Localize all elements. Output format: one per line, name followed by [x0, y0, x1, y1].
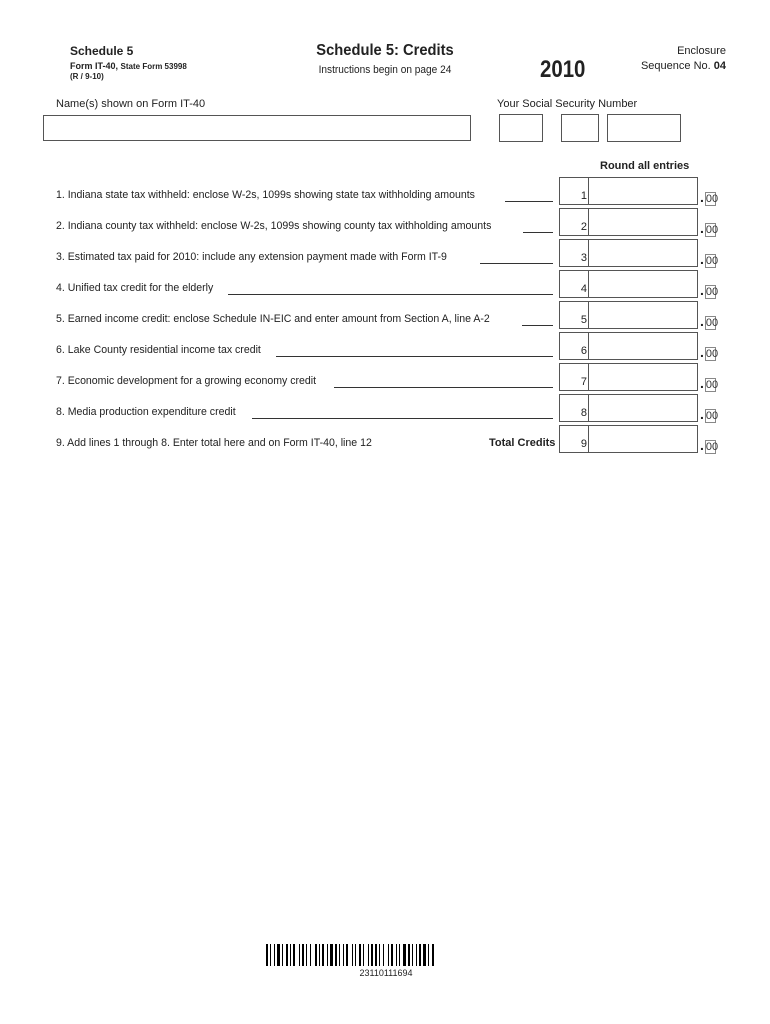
line-number-box — [559, 208, 589, 236]
cents-digit: 00 — [705, 348, 719, 360]
leader-line — [522, 325, 553, 326]
line-number-box — [559, 301, 589, 329]
barcode-number: 23110111694 — [359, 968, 413, 978]
sequence-number: 04 — [713, 60, 726, 72]
line-number: 7 — [580, 376, 587, 388]
line-description: 4. Unified tax credit for the elderly — [56, 282, 214, 294]
credit-line-6 — [0, 332, 770, 360]
cents-digit: 00 — [705, 441, 719, 453]
amount-field-line-7[interactable] — [588, 363, 698, 391]
ssn-field-part-1[interactable] — [499, 114, 543, 142]
cents-field: . 00 — [700, 220, 719, 236]
enclosure-label: Enclosure — [677, 45, 726, 57]
line-number: 6 — [580, 345, 587, 357]
line-number-box — [559, 239, 589, 267]
leader-line — [228, 294, 553, 295]
credit-line-1 — [0, 177, 770, 205]
enclosure-sequence — [620, 44, 726, 74]
line-number: 1 — [580, 190, 587, 202]
cents-digit: 00 — [705, 317, 719, 329]
leader-line — [523, 232, 553, 233]
line-description: 1. Indiana state tax withheld: enclose W-2s, 1099s showing state tax withholding amounts — [56, 189, 475, 201]
amount-field-line-8[interactable] — [588, 394, 698, 422]
line-number: 8 — [580, 407, 587, 419]
line-description: 7. Economic development for a growing economy credit — [56, 375, 317, 387]
amount-field-line-3[interactable] — [588, 239, 698, 267]
line-description: 9. Add lines 1 through 8. Enter total here and on Form IT-40, line 12 — [56, 437, 372, 449]
cents-digit: 00 — [705, 224, 719, 236]
credit-line-9-total — [0, 425, 770, 453]
cents-field: . 00 — [700, 375, 719, 391]
leader-line — [480, 263, 553, 264]
title-block — [250, 42, 520, 76]
line-number: 5 — [580, 314, 587, 326]
cents-digit: 00 — [705, 379, 719, 391]
line-description: 2. Indiana county tax withheld: enclose W-2s, 1099s showing county tax withholding amounts — [56, 220, 492, 232]
line-description: 6. Lake County residential income tax credit — [56, 344, 261, 356]
line-number-box — [559, 177, 589, 205]
sequence-label: Sequence No. — [640, 60, 711, 72]
schedule-header — [70, 44, 187, 81]
cents-digit: 00 — [705, 286, 719, 298]
line-number-box — [559, 363, 589, 391]
ssn-field-part-3[interactable] — [607, 114, 681, 142]
leader-line — [276, 356, 553, 357]
revision-date: (R / 9-10) — [70, 72, 104, 81]
cents-field: . 00 — [700, 251, 719, 267]
credit-line-4 — [0, 270, 770, 298]
cents-field: . 00 — [700, 282, 719, 298]
line-number: 9 — [580, 438, 587, 450]
form-identifier — [70, 61, 187, 71]
amount-field-total-credits[interactable] — [588, 425, 698, 453]
credit-line-8 — [0, 394, 770, 422]
leader-line — [252, 418, 553, 419]
line-number: 2 — [580, 221, 587, 233]
instructions-note: Instructions begin on page 24 — [318, 64, 452, 76]
amount-field-line-6[interactable] — [588, 332, 698, 360]
line-description: 8. Media production expenditure credit — [56, 406, 236, 418]
credit-line-3 — [0, 239, 770, 267]
form-number: Form IT-40, — [70, 61, 119, 71]
amount-field-line-2[interactable] — [588, 208, 698, 236]
cents-field: . 00 — [700, 313, 719, 329]
ssn-label: Your Social Security Number — [497, 98, 638, 110]
credit-line-2 — [0, 208, 770, 236]
line-number-box — [559, 394, 589, 422]
schedule-label: Schedule 5 — [70, 44, 134, 58]
names-label: Name(s) shown on Form IT-40 — [56, 98, 206, 110]
page-title: Schedule 5: Credits — [316, 42, 454, 59]
credit-line-5 — [0, 301, 770, 329]
cents-field: . 00 — [700, 437, 719, 453]
amount-field-line-5[interactable] — [588, 301, 698, 329]
line-number-box — [559, 425, 589, 453]
line-description: 3. Estimated tax paid for 2010: include any extension payment made with Form IT-9 — [56, 251, 447, 263]
ssn-field-part-2[interactable] — [561, 114, 599, 142]
cents-field: . 00 — [700, 189, 719, 205]
names-field[interactable] — [43, 115, 471, 141]
line-number: 4 — [580, 283, 587, 295]
sequence-line — [620, 59, 726, 74]
line-number-box — [559, 332, 589, 360]
line-description: 5. Earned income credit: enclose Schedule IN-EIC and enter amount from Section A, line A-2 — [56, 313, 490, 325]
cents-field: . 00 — [700, 344, 719, 360]
amount-field-line-1[interactable] — [588, 177, 698, 205]
tax-year: 2010 — [540, 56, 586, 83]
line-number-box — [559, 270, 589, 298]
round-entries-note: Round all entries — [600, 160, 690, 172]
line-number: 3 — [580, 252, 587, 264]
total-credits-label: Total Credits — [489, 437, 556, 449]
leader-line — [505, 201, 553, 202]
cents-field: . 00 — [700, 406, 719, 422]
amount-field-line-4[interactable] — [588, 270, 698, 298]
cents-digit: 00 — [705, 255, 719, 267]
credit-line-7 — [0, 363, 770, 391]
barcode-image — [266, 944, 506, 966]
cents-digit: 00 — [705, 410, 719, 422]
state-form-number: State Form 53998 — [120, 62, 187, 71]
leader-line — [334, 387, 553, 388]
cents-digit: 00 — [705, 193, 719, 205]
